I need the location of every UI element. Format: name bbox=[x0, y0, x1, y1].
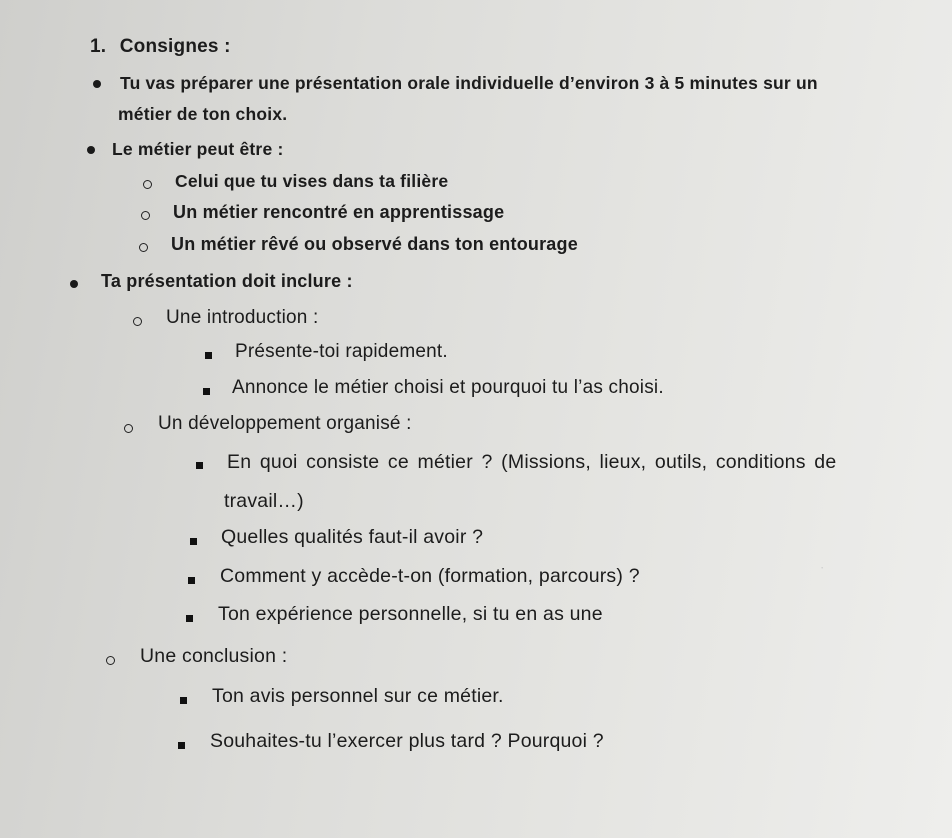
bullet-square-icon bbox=[180, 697, 187, 704]
instruction-line: Tu vas préparer une présentation orale individuelle d’environ 3 à 5 minutes sur un bbox=[120, 73, 818, 93]
conclusion-point: Souhaites-tu l’exercer plus tard ? Pourquoi ? bbox=[210, 730, 604, 752]
bullet-dot-icon bbox=[93, 80, 101, 88]
instruction-line-continued: métier de ton choix. bbox=[118, 104, 288, 124]
introduction-label: Une introduction : bbox=[166, 307, 319, 328]
job-option: Un métier rencontré en apprentissage bbox=[173, 202, 505, 222]
bullet-circle-icon bbox=[124, 424, 133, 433]
bullet-dot-icon bbox=[70, 280, 78, 288]
heading-number: 1. bbox=[90, 36, 107, 57]
bullet-circle-icon bbox=[139, 243, 148, 252]
bullet-square-icon bbox=[203, 388, 210, 395]
conclusion-label: Une conclusion : bbox=[140, 645, 288, 667]
development-point: En quoi consiste ce métier ? (Missions, lieux, outils, conditions de bbox=[227, 451, 837, 473]
development-label: Un développement organisé : bbox=[158, 413, 412, 434]
must-include-label: Ta présentation doit inclure : bbox=[101, 271, 353, 291]
section-heading bbox=[90, 36, 231, 58]
job-option: Celui que tu vises dans ta filière bbox=[175, 171, 449, 191]
bullet-square-icon bbox=[196, 462, 203, 469]
introduction-point: Annonce le métier choisi et pourquoi tu l’as choisi. bbox=[232, 377, 664, 398]
introduction-point: Présente-toi rapidement. bbox=[235, 341, 448, 362]
heading-label: Consignes : bbox=[119, 36, 231, 57]
job-option: Un métier rêvé ou observé dans ton entourage bbox=[171, 234, 578, 254]
development-point: Ton expérience personnelle, si tu en as une bbox=[218, 603, 603, 625]
conclusion-point: Ton avis personnel sur ce métier. bbox=[212, 685, 504, 707]
bullet-circle-icon bbox=[106, 656, 115, 665]
bullet-square-icon bbox=[186, 615, 193, 622]
job-can-be-label: Le métier peut être : bbox=[112, 139, 284, 159]
bullet-circle-icon bbox=[143, 180, 152, 189]
bullet-dot-icon bbox=[87, 146, 95, 154]
bullet-square-icon bbox=[190, 538, 197, 545]
development-point: Quelles qualités faut-il avoir ? bbox=[221, 526, 484, 548]
bullet-circle-icon bbox=[133, 317, 142, 326]
bullet-square-icon bbox=[178, 742, 185, 749]
bullet-square-icon bbox=[188, 577, 195, 584]
bullet-square-icon bbox=[205, 352, 212, 359]
bleed-through-mark: · bbox=[820, 560, 825, 575]
development-point-continued: travail…) bbox=[224, 490, 304, 512]
development-point: Comment y accède-t-on (formation, parcours) ? bbox=[220, 565, 640, 587]
bullet-circle-icon bbox=[141, 211, 150, 220]
